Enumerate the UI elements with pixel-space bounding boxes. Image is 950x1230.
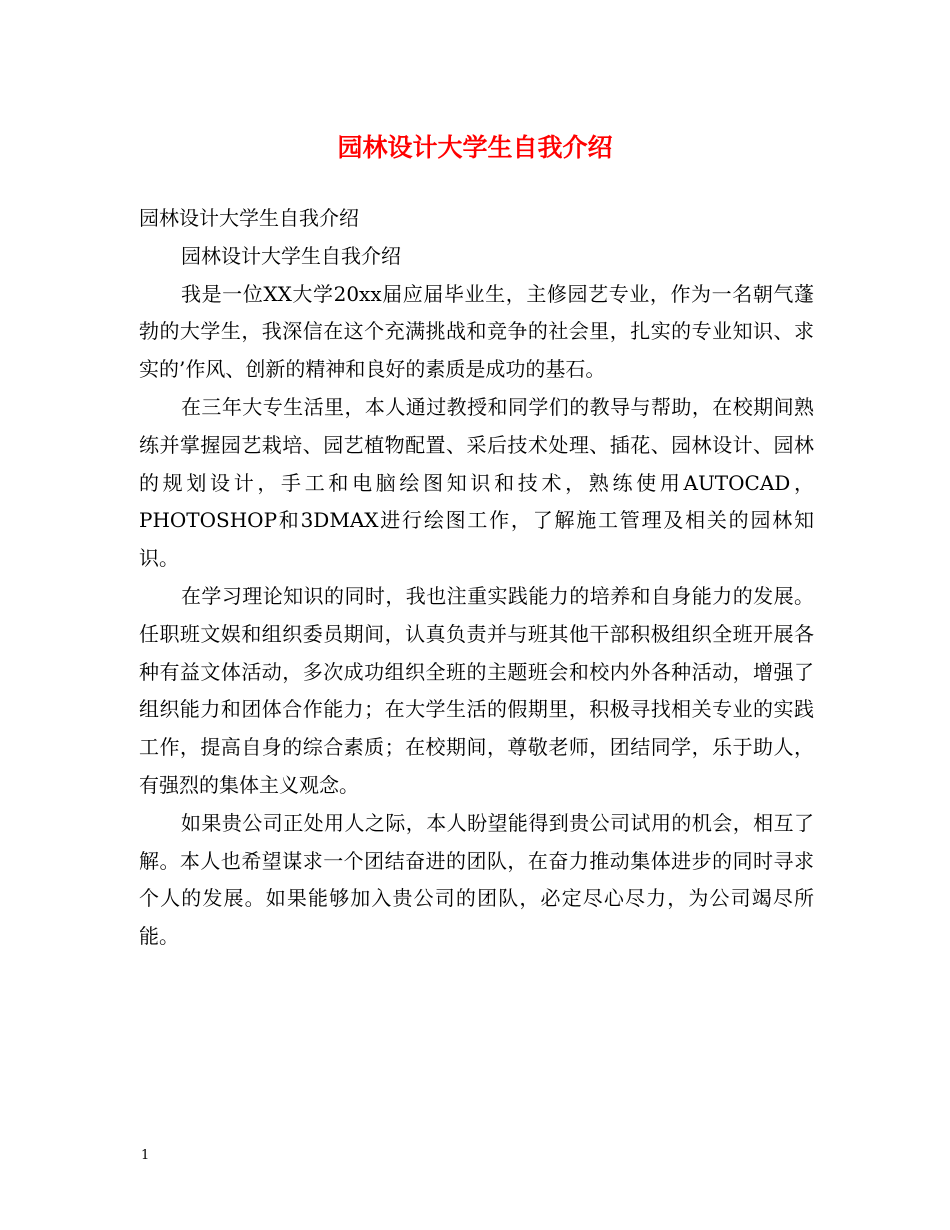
paragraph-subheading: 园林设计大学生自我介绍 bbox=[181, 243, 401, 268]
paragraph-education: 在三年大专生活里，本人通过教授和同学们的教导与帮助，在校期间熟练并掌握园艺栽培、园艺植物配置、采后技术处理、插花、园林设计、园林的规划设计，手工和电脑绘图知识和技术，熟练使用AUTOCAD，PHOTOSHOP和3DMAX进行绘图工作，了解施工管理及相关的园林知识。 bbox=[139, 394, 814, 571]
document-body bbox=[139, 200, 814, 956]
paragraph-heading: 园林设计大学生自我介绍 bbox=[139, 206, 359, 230]
paragraph-closing: 如果贵公司正处用人之际，本人盼望能得到贵公司试用的机会，相互了解。本人也希望谋求一个团结奋进的团队，在奋力推动集体进步的同时寻求个人的发展。如果能够加入贵公司的团队，必定尽心尽力，为公司竭尽所能。 bbox=[139, 810, 814, 949]
paragraph-introduction: 我是一位XX大学20xx届应届毕业生，主修园艺专业，作为一名朝气蓬勃的大学生，我深信在这个充满挑战和竞争的社会里，扎实的专业知识、求实的’作风、创新的精神和良好的素质是成功的基石。 bbox=[139, 281, 814, 382]
paragraph-practice: 在学习理论知识的同时，我也注重实践能力的培养和自身能力的发展。任职班文娱和组织委员期间，认真负责并与班其他干部积极组织全班开展各种有益文体活动，多次成功组织全班的主题班会和校内外各种活动，增强了组织能力和团体合作能力；在大学生活的假期里，积极寻找相关专业的实践工作，提高自身的综合素质；在校期间，尊敬老师，团结同学，乐于助人，有强烈的集体主义观念。 bbox=[139, 583, 814, 797]
document-title: 园林设计大学生自我介绍 bbox=[337, 133, 613, 162]
page-number: 1 bbox=[141, 1148, 150, 1163]
